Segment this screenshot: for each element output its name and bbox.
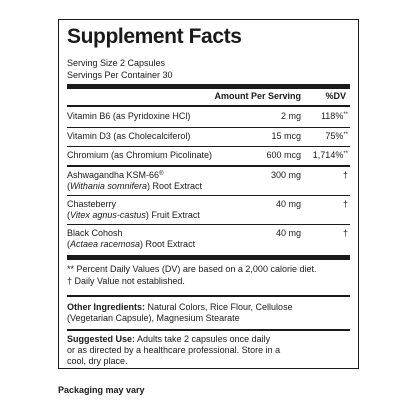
row-divider — [67, 224, 350, 225]
section-divider — [67, 165, 350, 167]
footnote-divider — [67, 295, 350, 297]
herbal-amount: 40 mg — [275, 228, 301, 238]
herbal-name: Black Cohosh (Actaea racemosa) Root Extract — [67, 228, 196, 249]
row-divider — [67, 195, 350, 196]
other-ingredients: Other Ingredients: Natural Colors, Rice Flour, Cellulose (Vegetarian Capsule), Magnesium Stearate — [67, 302, 293, 323]
herbal-row — [67, 170, 350, 194]
nutrient-name: Chromium (as Chromium Picolinate) — [67, 150, 213, 160]
footnote-dagger: † Daily Value not established. — [67, 276, 185, 286]
serving-size: Serving Size 2 Capsules — [67, 58, 166, 68]
herbal-name: Ashwagandha KSM-66® (Withania somnifera) Root Extract — [67, 170, 202, 191]
thick-divider — [67, 84, 350, 89]
panel-title: Supplement Facts — [67, 25, 242, 48]
thick-divider — [67, 255, 350, 260]
nutrient-dv: 1,714%** — [312, 150, 348, 160]
row-divider — [67, 146, 350, 147]
herbal-dv: † — [342, 228, 348, 238]
servings-per-container: Servings Per Container 30 — [67, 70, 173, 80]
packaging-note: Packaging may vary — [58, 385, 145, 395]
herbal-name: Chasteberry (Vitex agnus-castus) Fruit Extract — [67, 199, 200, 220]
nutrient-amount: 2 mg — [280, 111, 301, 121]
nutrient-dv: 118%** — [320, 111, 348, 121]
header-dv: %DV — [325, 91, 346, 101]
ingredients-divider — [67, 329, 350, 331]
nutrient-amount: 600 mcg — [266, 150, 301, 160]
herbal-amount: 300 mg — [270, 170, 301, 180]
header-amount: Amount Per Serving — [214, 91, 301, 101]
row-divider — [67, 127, 350, 128]
nutrient-dv: 75%** — [325, 131, 348, 141]
header-divider — [67, 105, 350, 107]
herbal-row — [67, 199, 350, 223]
nutrient-name: Vitamin D3 (as Cholecalciferol) — [67, 131, 191, 141]
herbal-dv: † — [342, 199, 348, 209]
supplement-facts-panel — [58, 19, 359, 369]
nutrient-name: Vitamin B6 (as Pyridoxine HCl) — [67, 111, 191, 121]
herbal-amount: 40 mg — [275, 199, 301, 209]
suggested-use: Suggested Use: Adults take 2 capsules once daily or as directed by a healthcare professional. Store in a cool, dry place. — [67, 334, 281, 366]
herbal-row — [67, 228, 350, 252]
nutrient-amount: 15 mcg — [271, 131, 301, 141]
herbal-dv: † — [342, 170, 348, 180]
footnote-dv: ** Percent Daily Values (DV) are based on a 2,000 calorie diet. — [67, 264, 317, 274]
